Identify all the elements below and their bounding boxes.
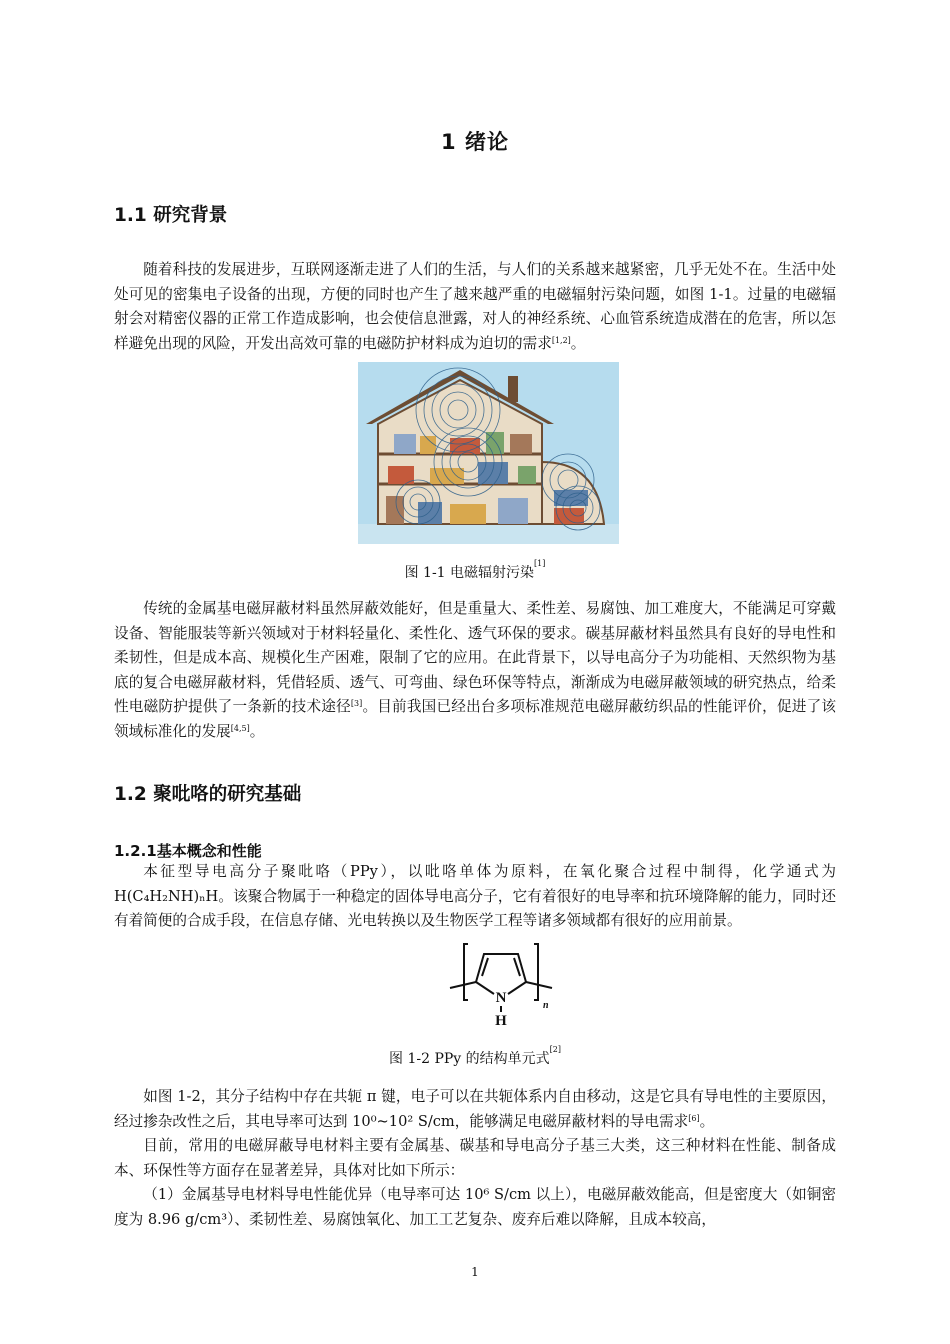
paragraph-text: 本征型导电高分子聚吡咯（PPy），以吡咯单体为原料，在氧化聚合过程中制得，化学通式为 [143,863,836,880]
paragraph-background-1 [114,258,836,356]
paragraph-text: 随着科技的发展进步，互联网逐渐走进了人们的生活，与人们的关系越来越紧密，几乎无处不在。生活中处处可见的密集电子设备的出现，方便的同时也产生了越来越严重的电磁辐射污染问题，如图 1-1。过量的电磁辐射会对精密仪器的正常工作造成影响，也会使信息泄露，对人的神经系统、心血管系统造成潜在的危害，所以怎样避免出现的风险，开发出高效可靠的电磁防护材料成为迫切的需求 [114,261,836,352]
page-number: 1 [471,1265,479,1279]
citation: [4,5] [230,723,250,733]
citation: [3] [350,699,363,708]
ppy-structure-diagram [446,936,556,1028]
paragraph-metal-based: （1）金属基导电材料导电性能优异（电导率可达 10⁶ S/cm 以上），电磁屏蔽效能高，但是密度大（如铜密度为 8.96 g/cm³）、柔韧性差、易腐蚀氧化、加工工艺复杂、废弃后难以降解，且成本较高， [114,1186,836,1228]
paragraph-end: 。 [699,1112,715,1130]
paragraph-end: 。 [570,334,586,352]
citation: [2] [549,1045,561,1054]
paragraph-text: 。该聚合物属于一种稳定的固体导电高分子，它有着很好的电导率和抗环境降解的能力，同时还有着简便的合成手段，在信息存储、光电转换以及生物医学工程等诸多领域都有很好的应用前景。 [114,887,836,929]
hydrogen-label: H [495,1013,507,1028]
paragraph-end: 。 [249,722,265,740]
citation: [6] [688,1113,700,1123]
caption-text: 图 1-1 电磁辐射污染 [404,565,535,581]
section-heading-1-2: 1.2 聚吡咯的研究基础 [114,784,302,805]
paragraph-text: 。目前我国已经出台多项标准规范电磁屏蔽纺织品的性能评价，促进了该领域标准化的发展 [114,698,836,740]
figure-1-1-caption [0,559,950,582]
caption-text: 图 1-2 PPy 的结构单元式 [389,1051,550,1067]
citation: [1,2] [551,335,571,345]
house-illustration [358,362,619,544]
paragraph-ppy-intro [114,860,836,934]
citation: [1] [534,559,546,568]
nitrogen-label: N [495,990,507,1006]
paragraph-text: 如图 1-2，其分子结构中存在共轭 π 键，电子可以在共轭体系内自由移动，这是它具有导电性的主要原因，经过掺杂改性之后，其电导率可达到 10⁰~10² S/cm，能够满足电磁屏蔽材料的导电需求 [114,1088,836,1130]
repeat-n-label: n [543,1000,549,1011]
paragraph-conductivity [114,1085,836,1134]
chapter-title: 1 绪论 [441,130,509,154]
chemical-formula: H(C₄H₂NH)ₙH [114,887,219,905]
figure-1-2-caption [0,1045,950,1068]
paragraph-background-2 [114,597,836,744]
paragraph-comparison-intro: 目前，常用的电磁屏蔽导电材料主要有金属基、碳基和导电高分子基三大类，这三种材料在性能、制备成本、环保性等方面存在显著差异，具体对比如下所示： [114,1137,836,1179]
subsection-heading-1-2-1: 1.2.1基本概念和性能 [114,842,262,860]
paragraph-text: 传统的金属基电磁屏蔽材料虽然屏蔽效能好，但是重量大、柔性差、易腐蚀、加工难度大，不能满足可穿戴设备、智能服装等新兴领域对于材料轻量化、柔性化、透气环保的要求。碳基屏蔽材料虽然具有良好的导电性和柔韧性，但是成本高、规模化生产困难，限制了它的应用。在此背景下，以导电高分子为功能相、天然织物为基底的复合电磁屏蔽材料，凭借轻质、透气、可弯曲、绿色环保等特点，渐渐成为电磁屏蔽领域的研究热点，给柔性电磁防护提供了一条新的技术途径 [114,600,836,715]
section-heading-1-1: 1.1 研究背景 [114,205,228,226]
